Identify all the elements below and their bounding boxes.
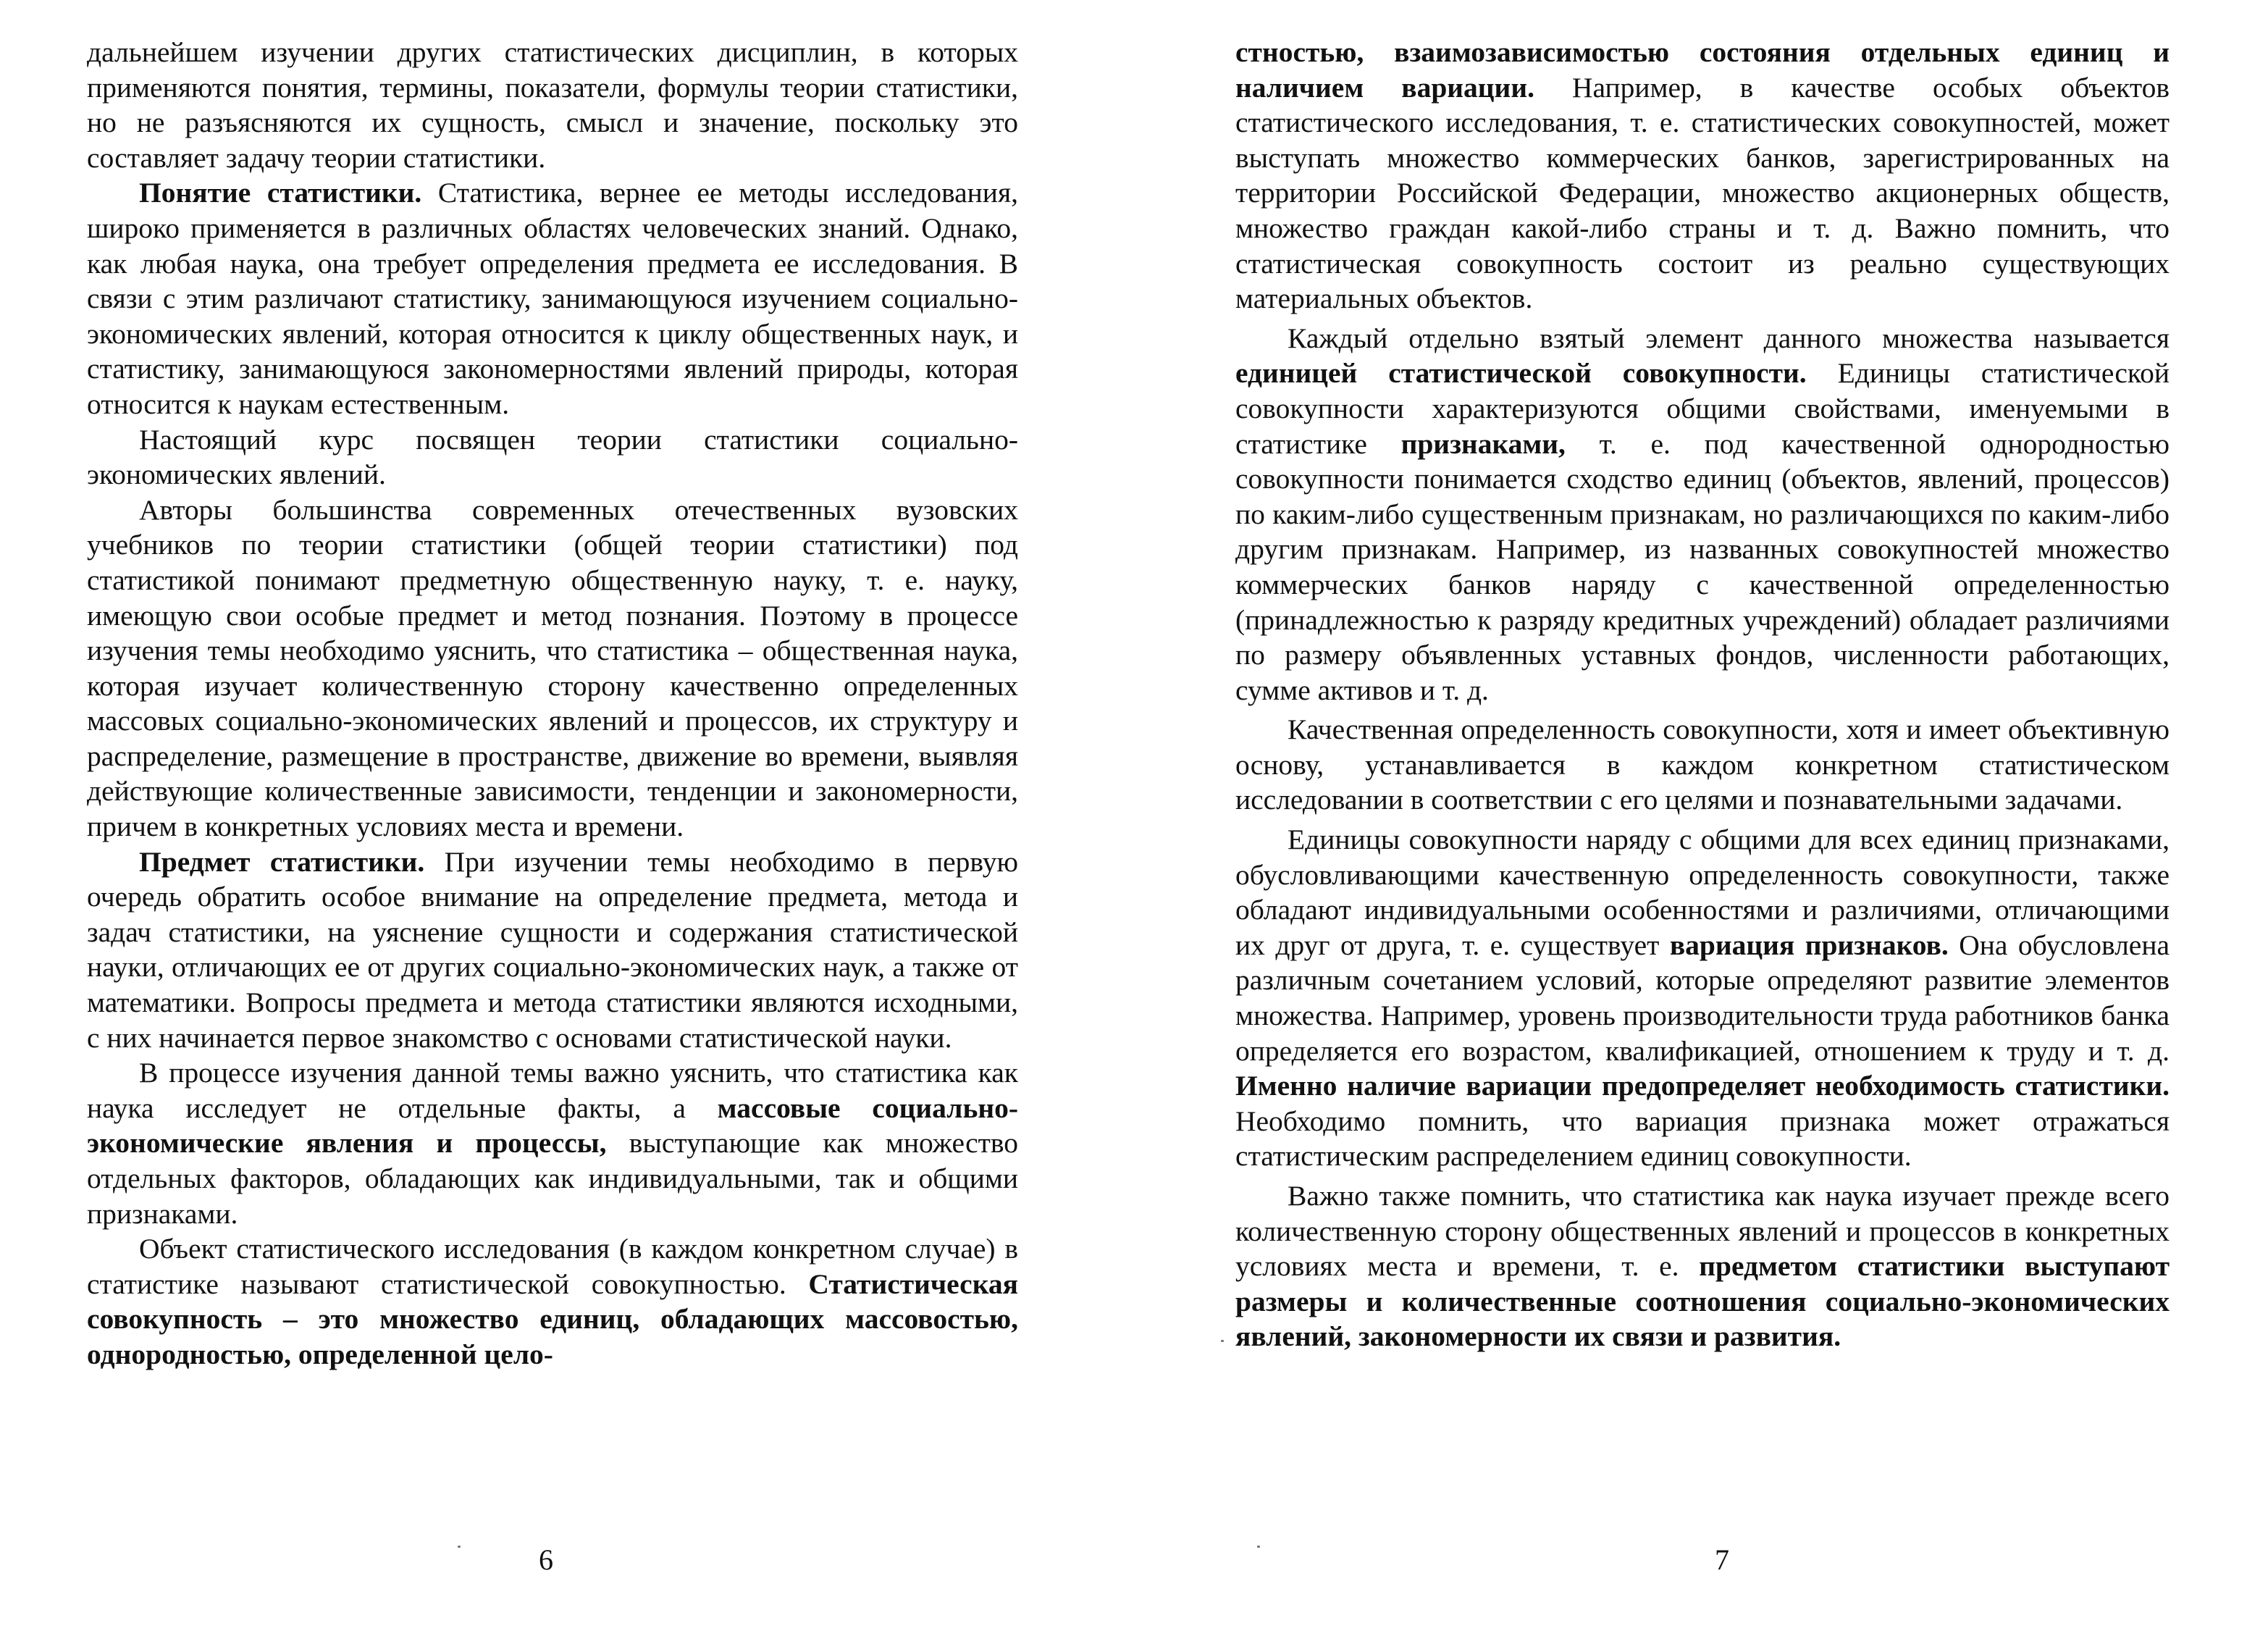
scan-speck	[1221, 1340, 1224, 1342]
text-run: Например, в качестве особых объектов статистического исследования, т. е. статистических совокупностей, может выступать множество коммерческих банков, зарегистрированных на территории Российской Федерации, множество акционерных обществ, множество граждан какой-либо страны и т. д. Важно помнить, что статистическая совокупность состоит из реально существующих материальных объектов.	[1235, 71, 2170, 315]
text-run: В процессе изучения данной темы важно уяснить, что статистика как наука исследует не отдельные факты, а	[87, 1057, 1018, 1124]
paragraph	[87, 175, 1018, 422]
bold-term: массовые социально-экономические явления и процессы,	[87, 1091, 1018, 1160]
paragraph	[87, 844, 1018, 1056]
paragraph	[1235, 321, 2170, 708]
paragraph	[87, 492, 1018, 844]
text-run: выступающие как множество отдельных факторов, обладающих как индивидуальными, так и общими признаками.	[87, 1127, 1018, 1230]
left-text-column	[87, 35, 1018, 1372]
bold-term: вариация признаков.	[1669, 929, 1949, 961]
bold-term: единицей статистической совокупности.	[1235, 357, 1807, 390]
text-run: т. е. под качественной однородностью совокупности понимается сходство единиц (объектов, явлений, процессов) по каким-либо существенным признакам, но различающихся по каким-либо другим признакам. Например, из названных совокупностей множество коммерческих банков наряду с качественной определенностью (принадлежностью к разряду кредитных учреждений) обладает различиями по размеру объявленных уставных фондов, численности работающих, сумме активов и т. д.	[1235, 427, 2170, 706]
text-run: Качественная определенность совокупности, хотя и имеет объективную основу, устанавливается в каждом конкретном статистическом исследовании в соответствии с его целями и познавательными задачами.	[1235, 713, 2170, 816]
text-run: Объект статистического исследования (в каждом конкретном случае) в статистике называют статистической совокупностью.	[87, 1233, 1018, 1300]
paragraph	[87, 422, 1018, 492]
text-run: дальнейшем изучении других статистических дисциплин, в которых применяются понятия, термины, показатели, формулы теории статистики, но не разъясняются их сущность, смысл и значение, поскольку это составляет задачу теории статистики.	[87, 36, 1018, 174]
paragraph	[87, 1231, 1018, 1372]
text-run: Авторы большинства современных отечественных вузовских учебников по теории статистики (общей теории статистики) под статистикой понимают предметную общественную науку, т. е. науку, имеющую свои особые предмет и метод познания. Поэтому в процессе изучения темы необходимо уяснить, что статистика – общественная наука, которая изучает количественную сторону качественно определенных массовых социально-экономических явлений и процессов, их структуру и распределение, размещение в пространстве, движение во времени, выявляя действующие количественные зависимости, тенденции и закономерности, причем в конкретных условиях места и времени.	[87, 493, 1018, 843]
paragraph	[1235, 35, 2170, 317]
text-run: Настоящий курс посвящен теории статистики социально-экономических явлений.	[87, 423, 1018, 491]
text-run: Она обусловлена различным сочетанием условий, которые определяют развитие элементов множества. Например, уровень производительности труда работников банка определяется его возрастом, квалификацией, отношением к труду и т. д.	[1235, 929, 2170, 1067]
page-number: 7	[1715, 1543, 1729, 1576]
text-run: Каждый отдельно взятый элемент данного множества называется	[1288, 322, 2170, 354]
paragraph	[87, 1055, 1018, 1231]
bold-definition: Статистическая совокупность – это множество единиц, обладающих массовостью, однородностью, определенной цело-	[87, 1267, 1018, 1370]
scan-speck	[1257, 1546, 1260, 1548]
scan-speck	[458, 1546, 461, 1548]
page-number: 6	[539, 1543, 553, 1576]
text-run: Статистика, вернее ее методы исследования, широко применяется в различных областях человеческих знаний. Однако, как любая наука, она требует определения предмета ее исследования. В связи с этим различают статистику, занимающуюся изучением социально-экономических явлений, которая относится к циклу общественных наук, и статистику, занимающуюся закономерностями явлений природы, которая относится к наукам естественным.	[87, 177, 1018, 420]
paragraph	[1235, 712, 2170, 818]
section-heading: Предмет статистики.	[139, 845, 425, 878]
bold-definition: стностью, взаимозависимостью состояния отдельных единиц и наличием вариации.	[1235, 36, 2170, 104]
paragraph	[87, 35, 1018, 175]
text-run: Важно также помнить, что статистика как наука изучает прежде всего количественную сторону общественных явлений и процессов в конкретных условиях места и времени, т. е.	[1235, 1180, 2170, 1283]
text-run: Необходимо помнить, что вариация признака может отражаться статистическим распределением единиц совокупности.	[1235, 1104, 2170, 1173]
right-text-column	[1235, 35, 2170, 1354]
text-run: При изучении темы необходимо в первую очередь обратить особое внимание на определение предмета, метода и задач статистики, на уяснение сущности и содержания статистической науки, отличающих ее от других социально-экономических наук, а также от математики. Вопросы предмета и метода статистики являются исходными, с них начинается первое знакомство с основами статистической науки.	[87, 845, 1018, 1054]
bold-term: Именно наличие вариации предопределяет необходимость статистики.	[1235, 1070, 2170, 1102]
text-run: Единицы совокупности наряду с общими для всех единиц признаками, обусловливающими качественную определенность совокупности, также обладают индивидуальными особенностями и различиями, отличающими их друг от друга, т. е. существует	[1235, 823, 2170, 961]
bold-definition: предметом статистики выступают размеры и количественные соотношения социально-экономических явлений, закономерности их связи и развития.	[1235, 1250, 2170, 1353]
text-run: Единицы статистической совокупности характеризуются общими свойствами, именуемыми в статистике	[1235, 357, 2170, 460]
paragraph	[1235, 822, 2170, 1174]
paragraph	[1235, 1178, 2170, 1354]
right-page	[1134, 0, 2268, 1639]
section-heading: Понятие статистики.	[139, 177, 422, 209]
bold-term: признаками,	[1400, 427, 1566, 460]
